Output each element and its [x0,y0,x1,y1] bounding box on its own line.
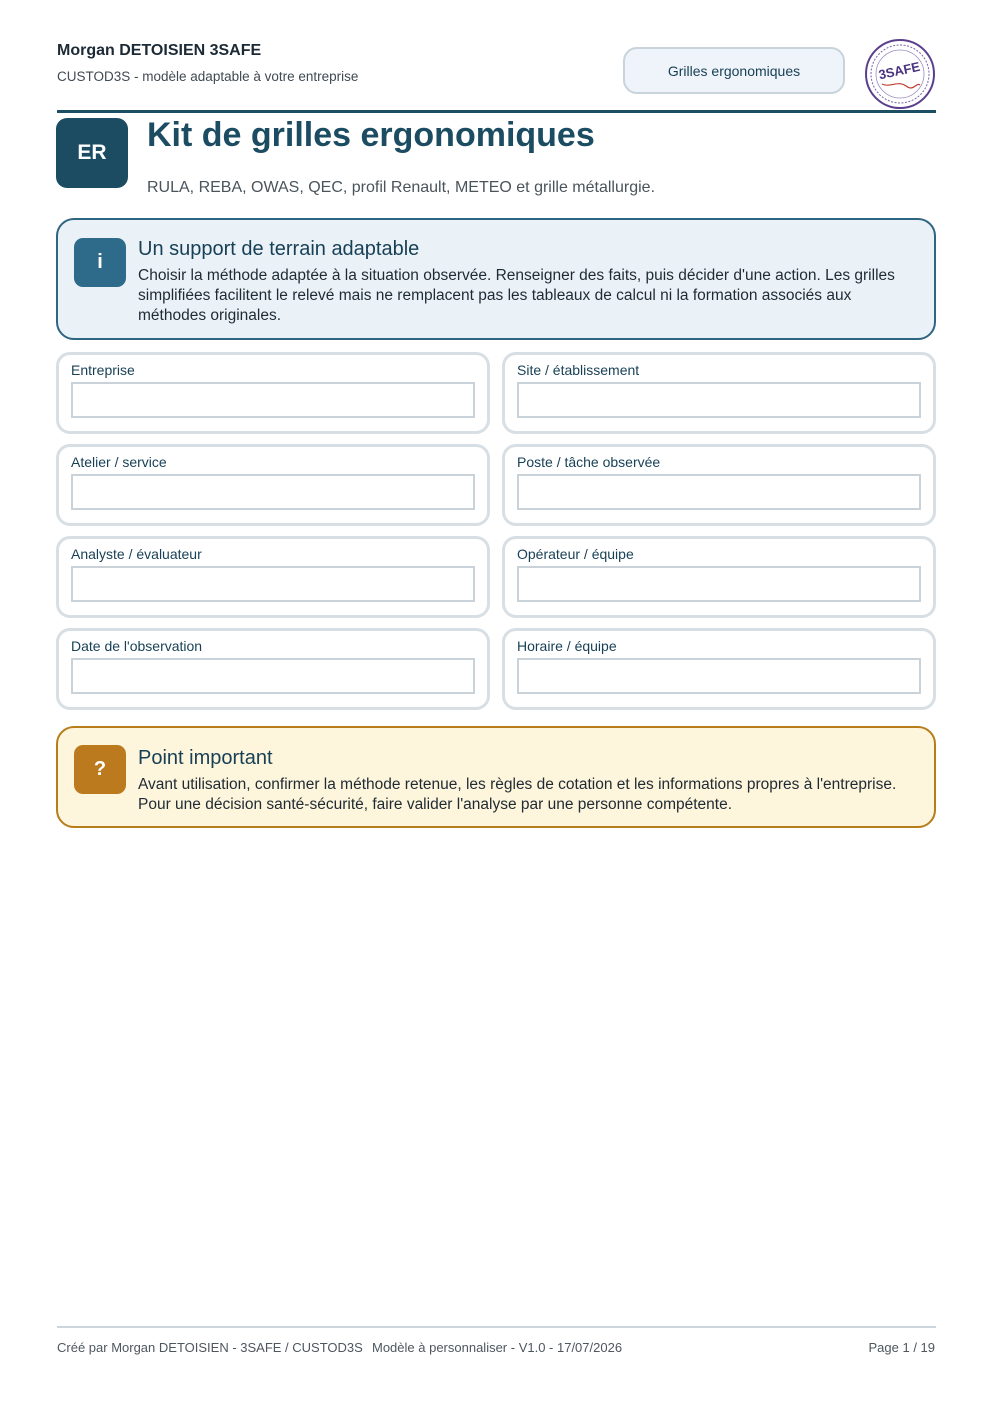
info-icon: i [74,238,126,287]
page-subtitle: RULA, REBA, OWAS, QEC, profil Renault, METEO et grille métallurgie. [147,179,656,196]
warning-callout-body: Avant utilisation, confirmer la méthode retenue, les règles de cotation et les informations propres à l'entreprise. Pour une décision santé-sécurité, faire valider l'analyse par une personne compétente. [138,776,897,813]
field-label: Atelier / service [71,454,167,470]
schedule-input[interactable] [517,658,921,694]
field-card-workstation [502,444,936,526]
field-label: Horaire / équipe [517,638,617,654]
site-input[interactable] [517,382,921,418]
header-divider [57,110,936,113]
workshop-input[interactable] [71,474,475,510]
warning-callout-title: Point important [138,747,273,769]
field-card-site [502,352,936,434]
section-badge: ER [56,118,128,188]
logo-wordmark: 3SAFE [877,58,922,83]
field-card-analyst [56,536,490,618]
warning-callout [56,726,936,828]
footer-divider [57,1326,936,1328]
3safe-logo-seal [864,38,936,110]
section-tag: Grilles ergonomiques [623,47,845,94]
page-number: Page 1 / 19 [868,1340,935,1355]
field-label: Date de l'observation [71,638,203,654]
question-icon: ? [74,745,126,794]
footer-credit: Créé par Morgan DETOISIEN - 3SAFE / CUSTOD3S [57,1340,363,1355]
header-author: Morgan DETOISIEN 3SAFE [57,42,262,59]
field-label: Opérateur / équipe [517,546,634,562]
operator-input[interactable] [517,566,921,602]
field-card-workshop [56,444,490,526]
field-card-schedule [502,628,936,710]
page-title: Kit de grilles ergonomiques [147,116,595,154]
workstation-input[interactable] [517,474,921,510]
field-label: Poste / tâche observée [517,454,661,470]
info-callout-title: Un support de terrain adaptable [138,238,420,260]
field-label: Entreprise [71,362,135,378]
field-card-date [56,628,490,710]
field-card-operator [502,536,936,618]
analyst-input[interactable] [71,566,475,602]
observation-date-input[interactable] [71,658,475,694]
field-label: Analyste / évaluateur [71,546,202,562]
footer-version: Modèle à personnaliser - V1.0 - 17/07/2026 [372,1340,623,1355]
info-callout-body: Choisir la méthode adaptée à la situation observée. Renseigner des faits, puis décider d'une action. Les grilles simplifiées facilitent le relevé mais ne remplacent pas les tableaux de calcul ni la formation associés aux méthodes originales. [138,267,895,324]
company-input[interactable] [71,382,475,418]
field-card-company [56,352,490,434]
field-label: Site / établissement [517,362,640,378]
info-callout [56,218,936,340]
header-subtitle: CUSTOD3S - modèle adaptable à votre entreprise [57,69,359,84]
